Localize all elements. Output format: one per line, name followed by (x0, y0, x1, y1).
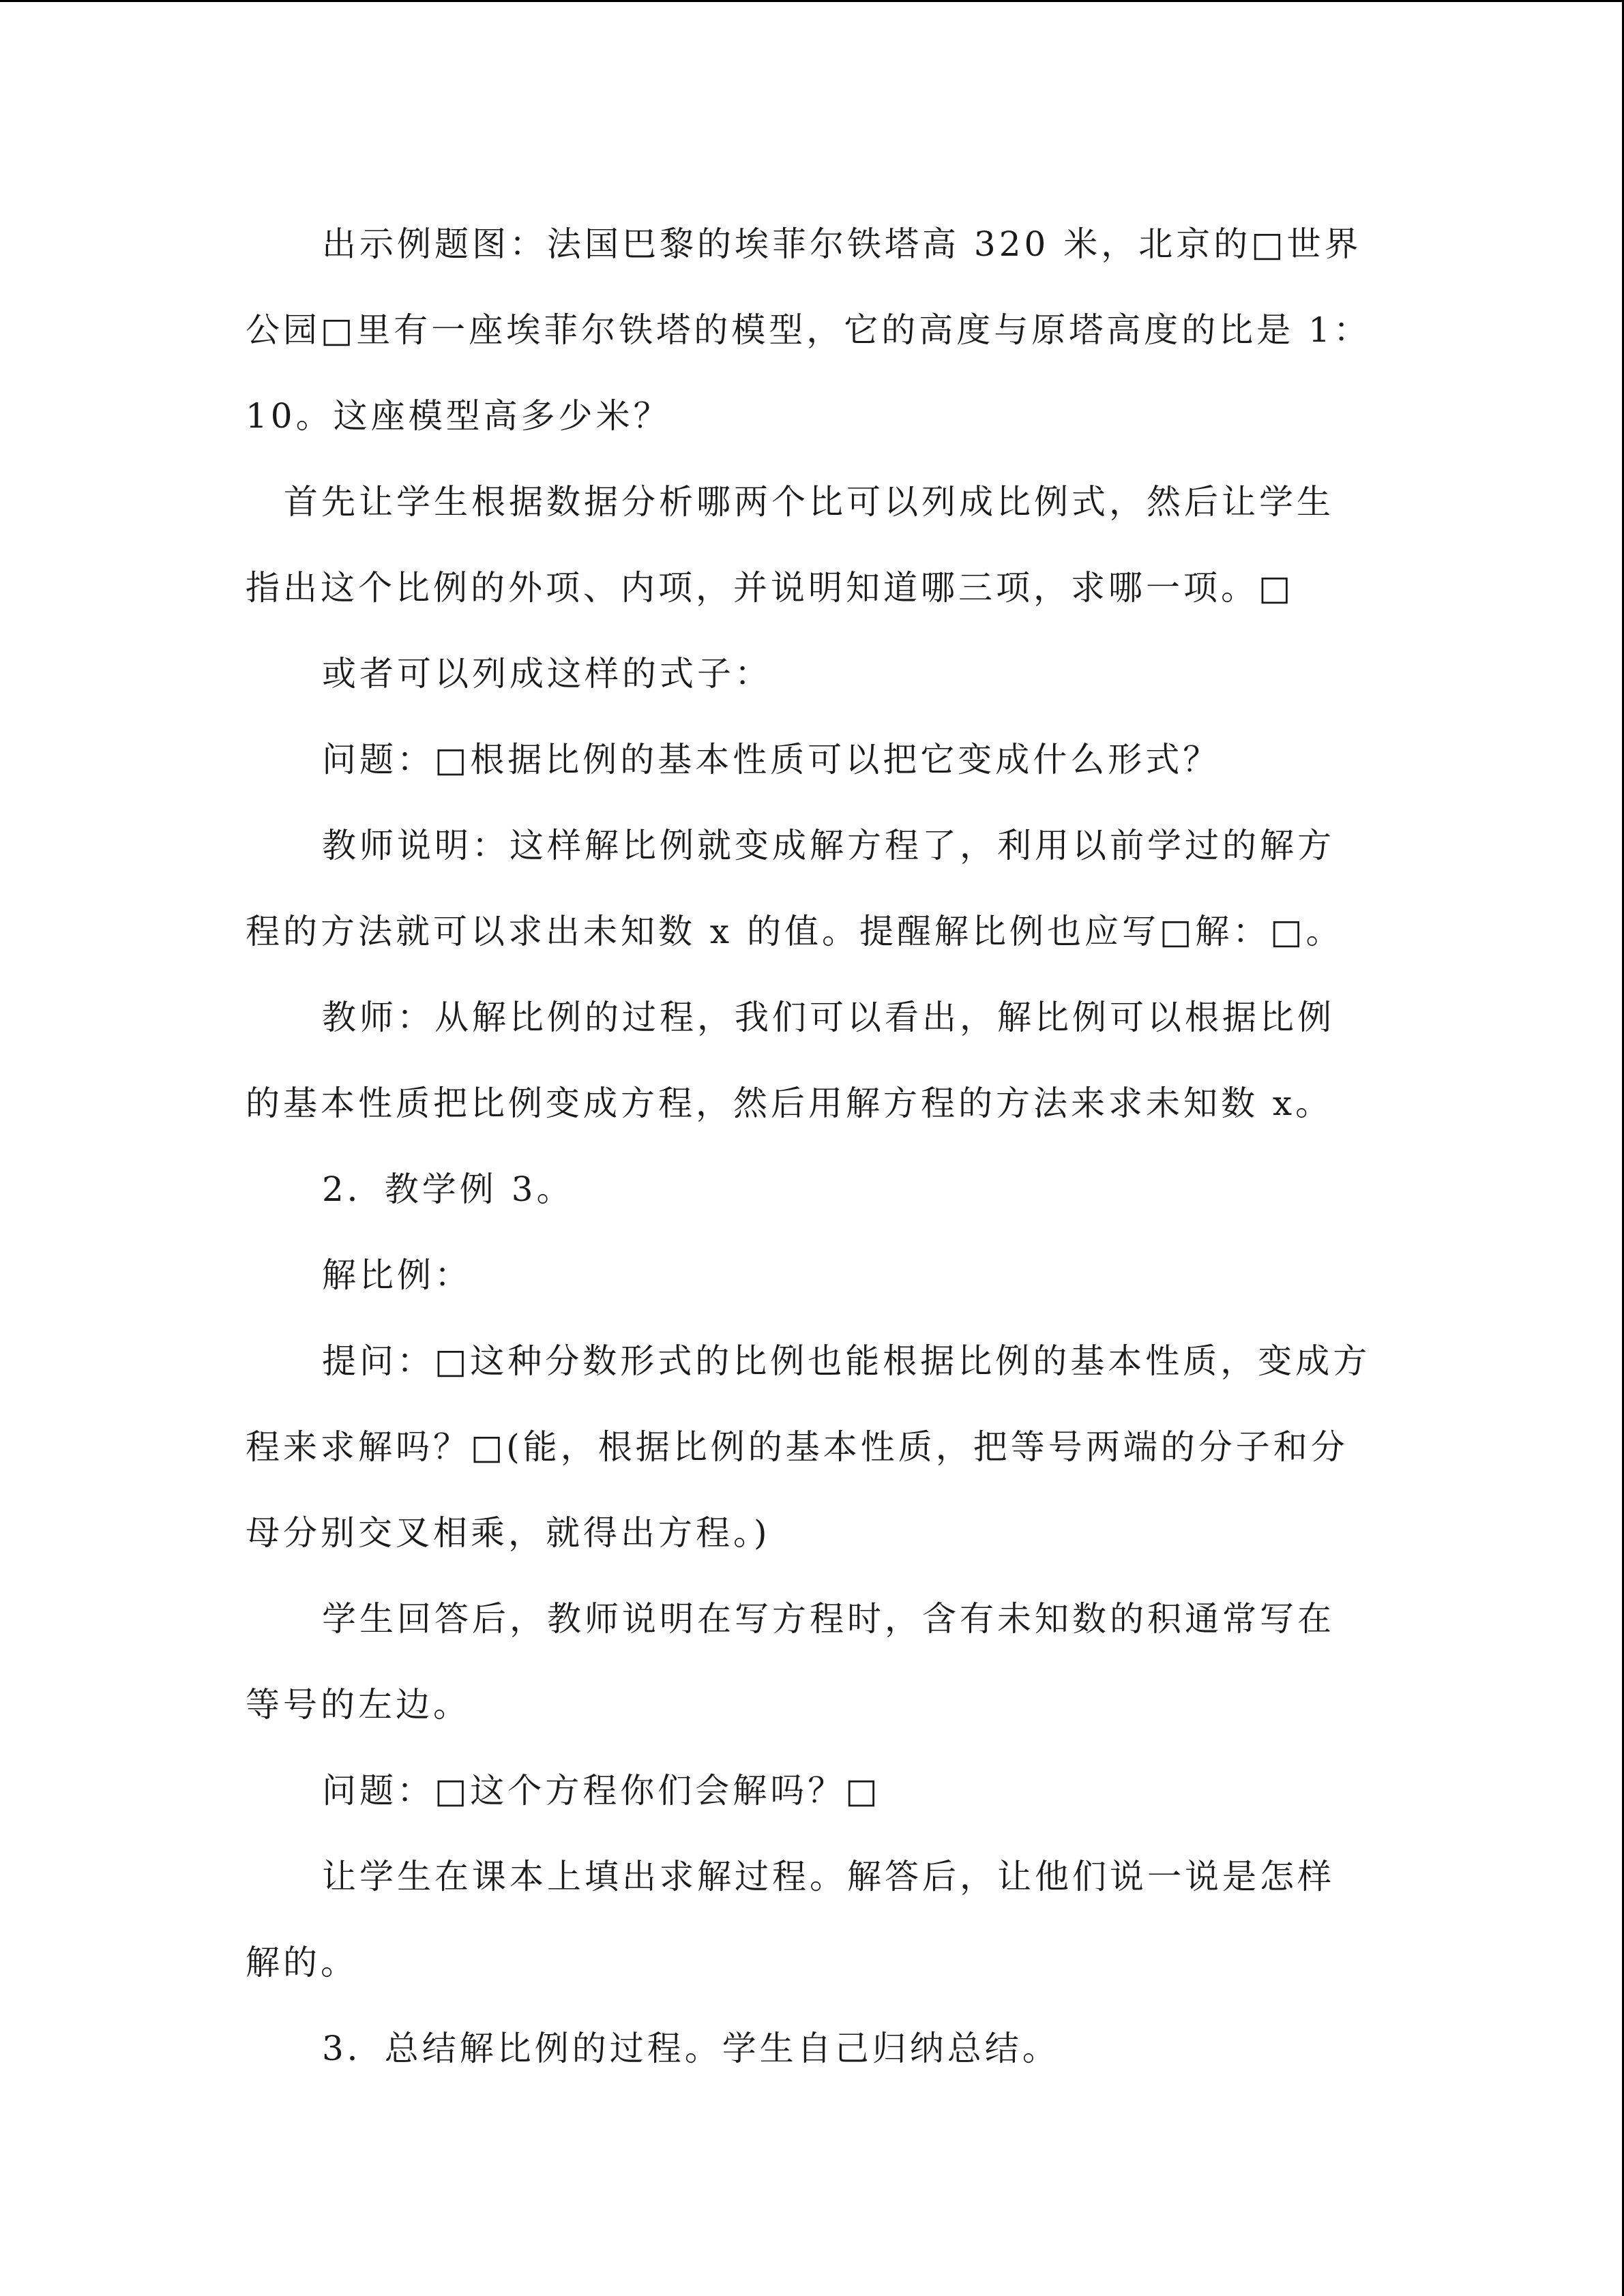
text-line: 教师说明：这样解比例就变成解方程了，利用以前学过的解方 (322, 826, 1335, 865)
text-line: 解的。 (246, 1943, 358, 1982)
text-line: 问题：□根据比例的基本性质可以把它变成什么形式？ (322, 740, 1221, 779)
text-line: 公园□里有一座埃菲尔铁塔的模型，它的高度与原塔高度的比是 1： (246, 310, 1371, 350)
text-line: 让学生在课本上填出求解过程。解答后，让他们说一说是怎样 (322, 1857, 1335, 1896)
text-line: 3．总结解比例的过程。学生自己归纳总结。 (322, 2029, 1060, 2068)
text-line: 教师：从解比例的过程，我们可以看出，解比例可以根据比例 (322, 998, 1335, 1037)
text-line: 母分别交叉相乘，就得出方程。) (246, 1513, 771, 1553)
text-line: 程来求解吗？□(能，根据比例的基本性质，把等号两端的分子和分 (246, 1427, 1348, 1467)
document-body (246, 201, 1378, 2091)
text-line: 问题：□这个方程你们会解吗？□ (322, 1771, 881, 1810)
text-line: 解比例： (322, 1255, 472, 1295)
text-line: 2．教学例 3。 (322, 1169, 574, 1209)
text-line: 或者可以列成这样的式子： (322, 654, 772, 694)
text-line: 等号的左边。 (246, 1685, 471, 1725)
text-line: 出示例题图：法国巴黎的埃菲尔铁塔高 320 米，北京的□世界 (322, 224, 1362, 264)
text-line: 10。这座模型高多少米？ (246, 396, 671, 436)
text-line: 程的方法就可以求出未知数 x 的值。提醒解比例也应写□解：□。 (246, 912, 1344, 951)
text-line: 指出这个比例的外项、内项，并说明知道哪三项，求哪一项。□ (246, 568, 1295, 608)
text-line: 首先让学生根据数据分析哪两个比可以列成比例式，然后让学生 (284, 482, 1334, 522)
text-line: 学生回答后，教师说明在写方程时，含有未知数的积通常写在 (322, 1599, 1335, 1639)
text-line: 提问：□这种分数形式的比例也能根据比例的基本性质，变成方 (322, 1341, 1371, 1381)
text-line: 的基本性质把比例变成方程，然后用解方程的方法来求未知数 x。 (246, 1084, 1333, 1123)
